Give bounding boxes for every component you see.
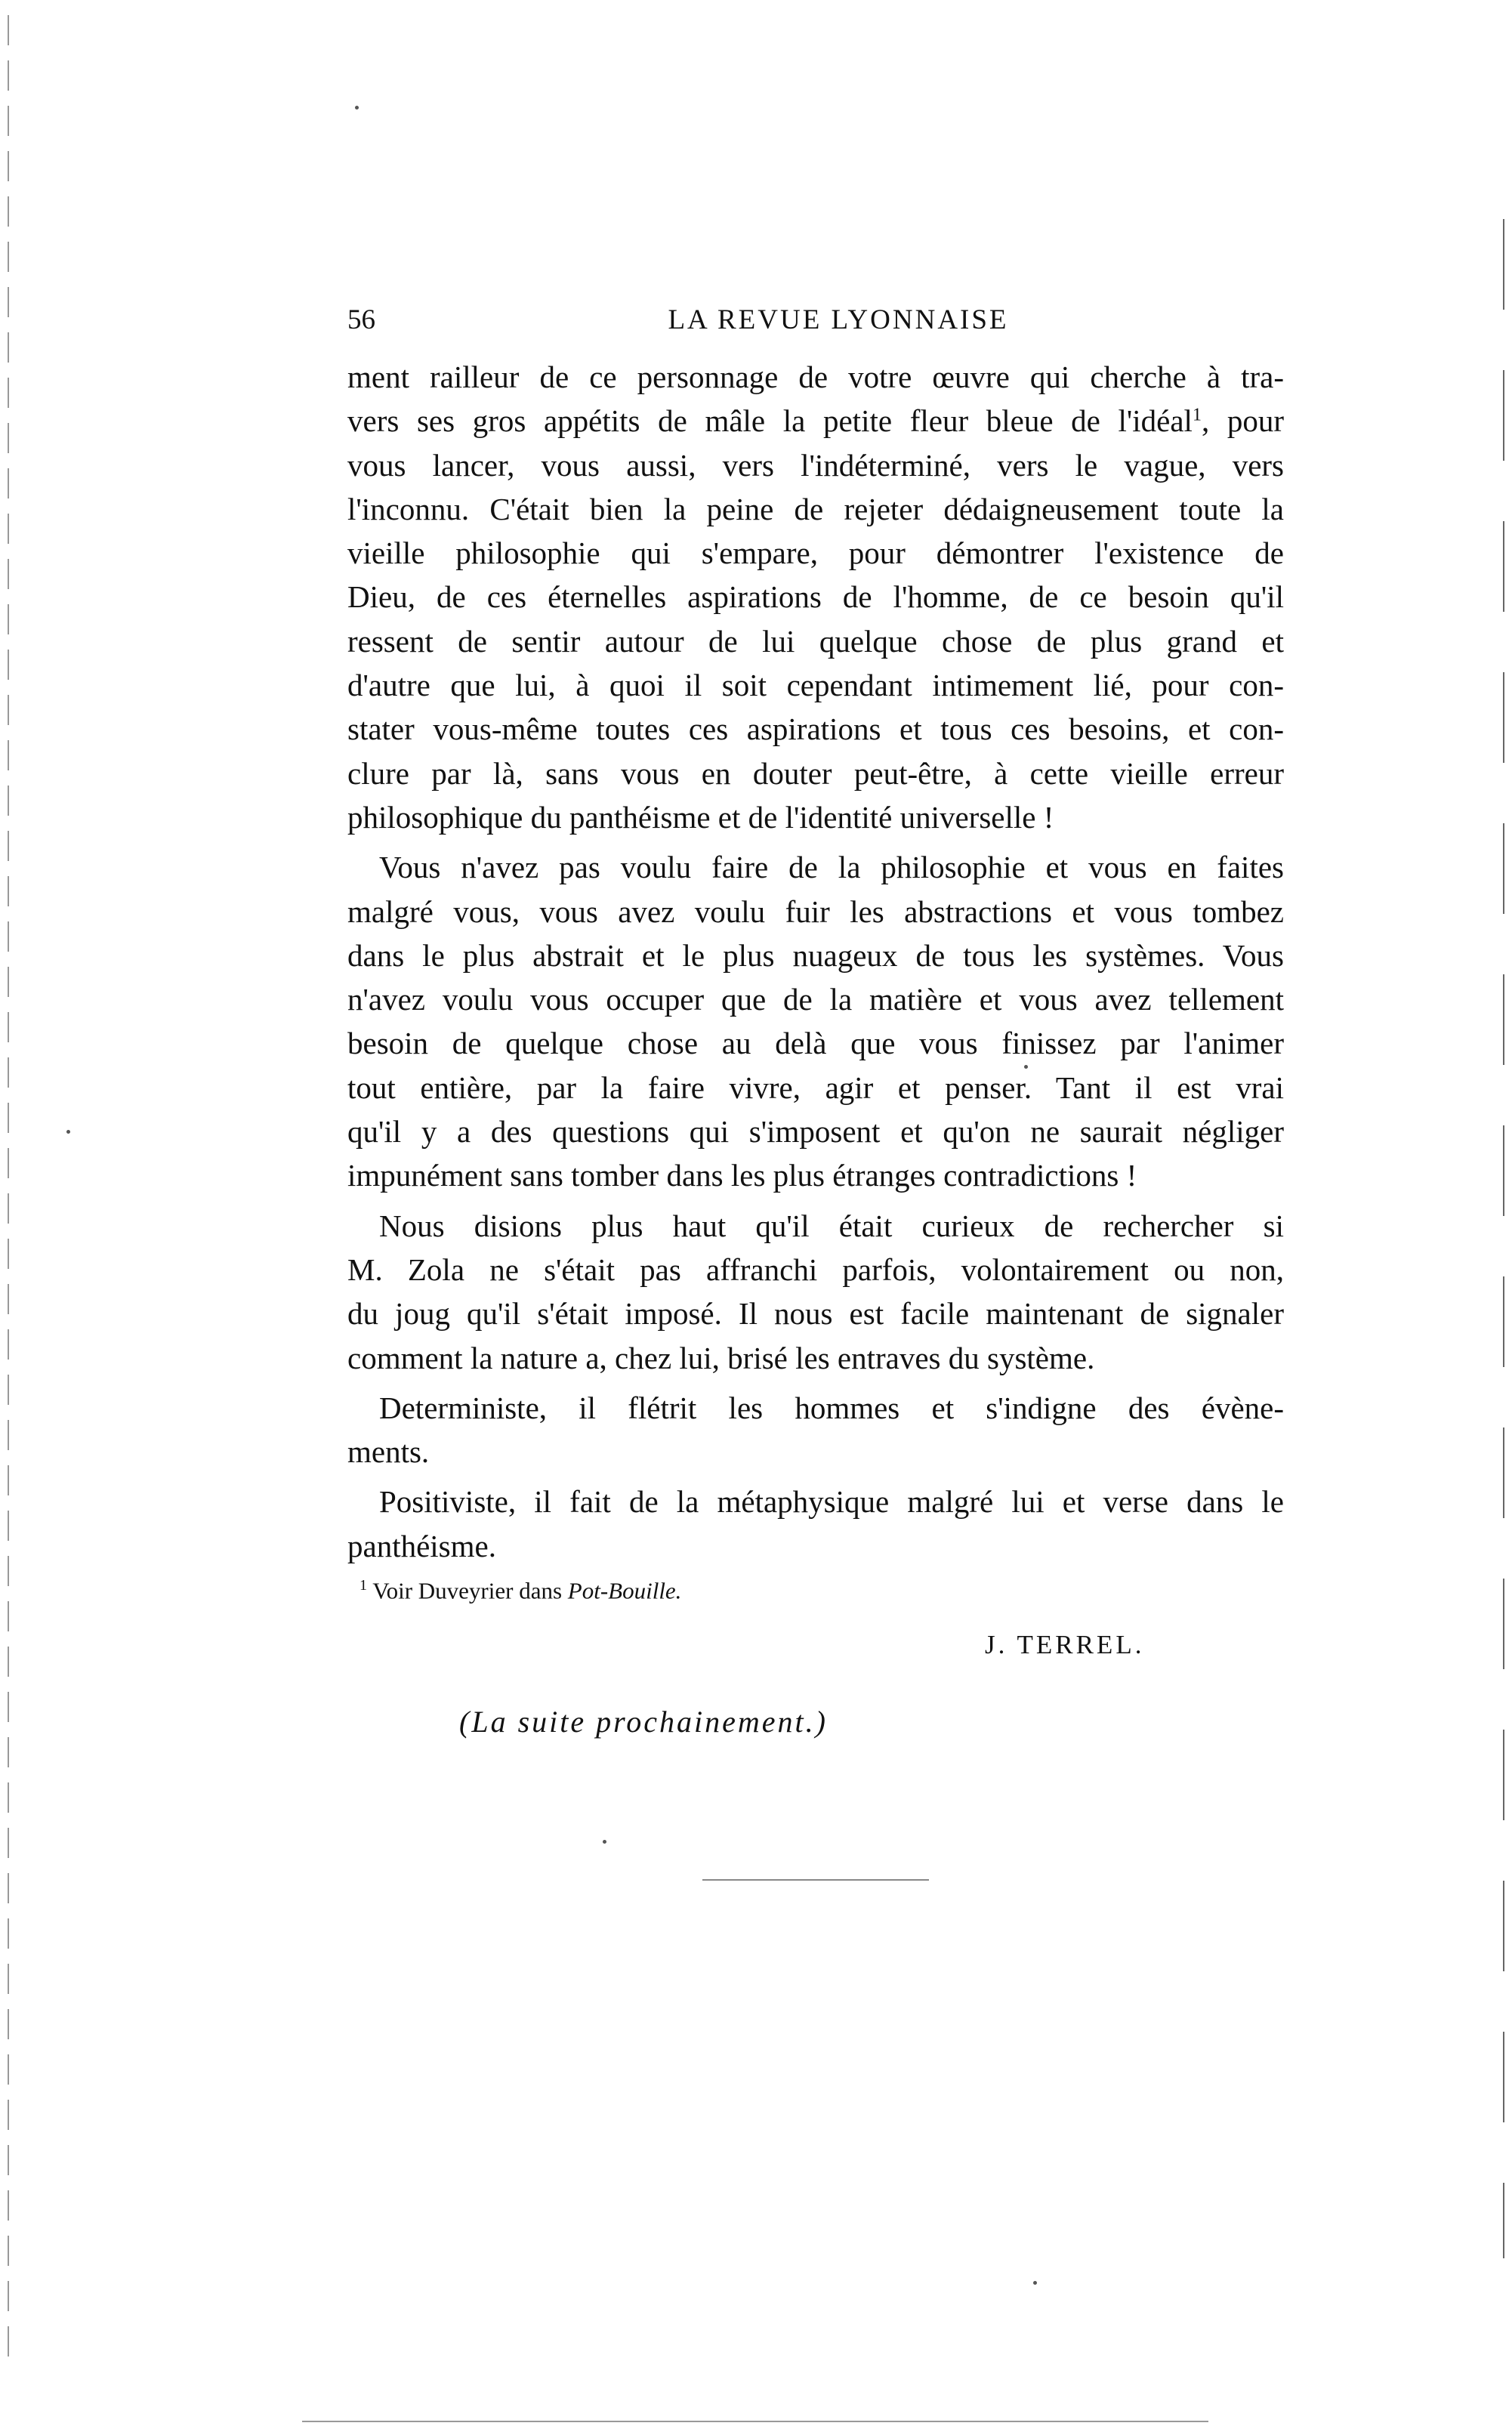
- text-line: tout entière, par la faire vivre, agir et penser. Tant il est vrai: [347, 1069, 1284, 1105]
- text-line: dans le plus abstrait et le plus nuageux de tous les systèmes. Vous: [347, 937, 1284, 973]
- text-line: vieille philosophie qui s'empare, pour démontrer l'existence de: [347, 535, 1284, 571]
- continuation-note: (La suite prochainement.): [459, 1705, 828, 1739]
- text-line: Positiviste, il fait de la métaphysique malgré lui et verse dans le: [379, 1484, 1284, 1520]
- scan-speck: [1024, 1065, 1028, 1069]
- scan-speck: [1033, 2281, 1037, 2285]
- right-scan-edge: [1503, 219, 1504, 2258]
- text-line: d'autre que lui, à quoi il soit cependant intimement lié, pour con-: [347, 668, 1284, 703]
- text-line: stater vous-même toutes ces aspirations et tous ces besoins, et con-: [347, 711, 1284, 747]
- text-line: Deterministe, il flétrit les hommes et s'indigne des évène-: [379, 1390, 1284, 1425]
- text-line: Vous n'avez pas voulu faire de la philosophie et vous en faites: [379, 850, 1284, 885]
- text-line: ment railleur de ce personnage de votre œuvre qui cherche à tra-: [347, 360, 1284, 394]
- text-line: malgré vous, vous avez voulu fuir les abstractions et vous tombez: [347, 894, 1284, 929]
- text-line-part: , pour: [1201, 403, 1284, 439]
- text-line: M. Zola ne s'était pas affranchi parfois, volontairement ou non,: [347, 1252, 1284, 1287]
- scan-speck: [603, 1840, 606, 1844]
- text-line: vous lancer, vous aussi, vers l'indéterminé, vers le vague, vers: [347, 447, 1284, 483]
- footnote-title: Pot-Bouille.: [567, 1577, 682, 1604]
- text-line: besoin de quelque chose au delà que vous finissez par l'animer: [347, 1026, 1284, 1061]
- text-line: n'avez voulu vous occuper que de la matière et vous avez tellement: [347, 982, 1284, 1017]
- article-body: [347, 355, 1284, 1568]
- footnote-text: Voir Duveyrier dans: [372, 1577, 568, 1604]
- text-line-part: vers ses gros appétits de mâle la petite fleur bleue de l'idéal: [347, 403, 1193, 439]
- text-line: l'inconnu. C'était bien la peine de rejeter dédaigneusement toute la: [347, 491, 1284, 526]
- text-line: comment la nature a, chez lui, brisé les entraves du système.: [347, 1340, 1095, 1375]
- text-line: clure par là, sans vous en douter peut-être, à cette vieille erreur: [347, 755, 1284, 791]
- running-title: LA REVUE LYONNAISE: [668, 304, 1009, 335]
- scan-speck: [66, 1130, 70, 1134]
- section-divider: [702, 1879, 929, 1881]
- text-line: Dieu, de ces éternelles aspirations de l'homme, de ce besoin qu'il: [347, 579, 1284, 615]
- footnote-mark: 1: [1192, 405, 1202, 425]
- text-line: philosophique du panthéisme et de l'identité universelle !: [347, 799, 1054, 835]
- author-signature: J. TERREL.: [985, 1630, 1145, 1659]
- scan-speck: [355, 106, 359, 110]
- text-line: ressent de sentir autour de lui quelque chose de plus grand et: [347, 623, 1284, 659]
- text-line: [347, 399, 1284, 443]
- footnote-number: 1: [359, 1577, 367, 1594]
- text-line: impunément sans tomber dans les plus étranges contradictions !: [347, 1158, 1137, 1193]
- text-line: du joug qu'il s'était imposé. Il nous est facile maintenant de signaler: [347, 1296, 1284, 1332]
- page-header: [347, 304, 1284, 349]
- footnote: [359, 1577, 681, 1604]
- text-line: ments.: [347, 1434, 430, 1470]
- text-line: Nous disions plus haut qu'il était curieux de rechercher si: [379, 1208, 1284, 1243]
- text-line: panthéisme.: [347, 1528, 496, 1563]
- page-number: 56: [347, 304, 375, 335]
- text-line: qu'il y a des questions qui s'imposent et qu'on ne saurait négliger: [347, 1114, 1284, 1150]
- bottom-scan-edge: [302, 2421, 1208, 2422]
- left-scan-edge: [8, 15, 9, 2372]
